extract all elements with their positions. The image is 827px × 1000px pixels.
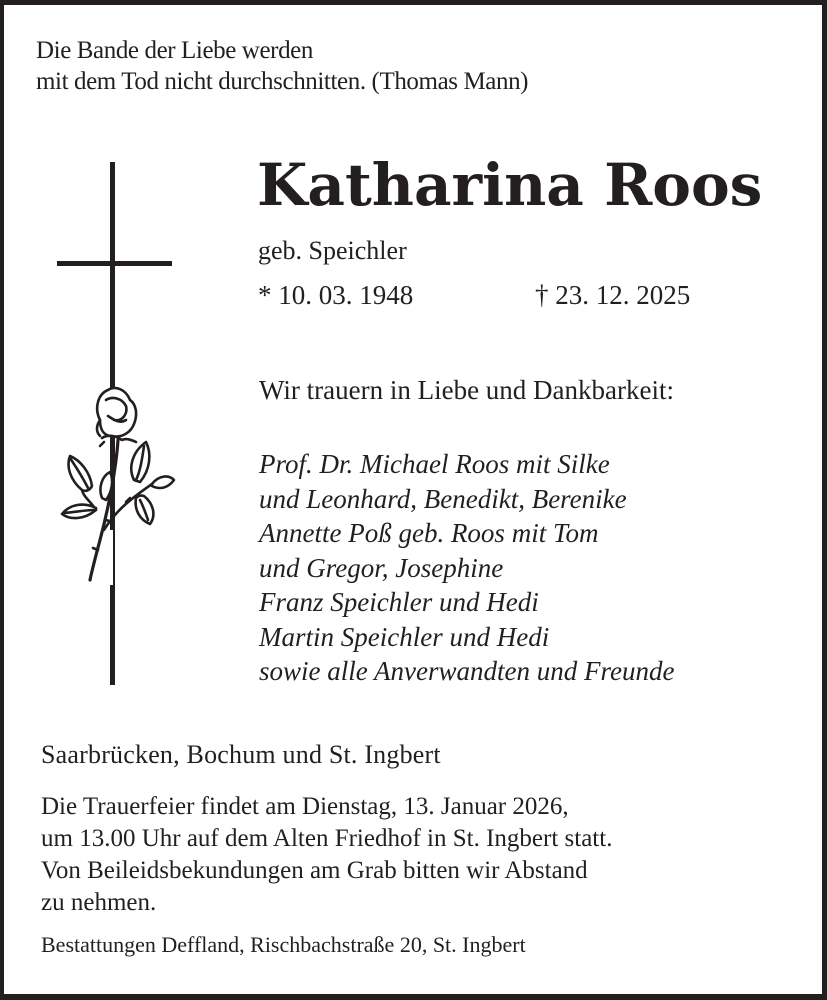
family-line: und Gregor, Josephine bbox=[259, 552, 504, 583]
epigraph-quote bbox=[36, 35, 528, 97]
cross-bar bbox=[57, 261, 172, 266]
undertaker-info: Bestattungen Deffland, Rischbachstraße 20, St. Ingbert bbox=[41, 932, 526, 957]
birth-date: * 10. 03. 1948 bbox=[258, 280, 414, 310]
quote-line: mit dem Tod nicht durchschnitten. (Thomas Mann) bbox=[36, 68, 529, 95]
family-line: Franz Speichler und Hedi bbox=[259, 587, 539, 617]
death-date: † 23. 12. 2025 bbox=[535, 280, 691, 310]
family-list bbox=[259, 447, 674, 689]
ceremony-line: zu nehmen. bbox=[41, 889, 157, 916]
ceremony-info bbox=[41, 791, 612, 919]
family-line: sowie alle Anverwandten und Freunde bbox=[259, 656, 675, 686]
ceremony-line: um 13.00 Uhr auf dem Alten Friedhof in St. Ingbert statt. bbox=[41, 825, 613, 852]
rose-icon bbox=[56, 380, 181, 585]
obituary-notice bbox=[4, 5, 822, 994]
family-line: Annette Poß geb. Roos mit Tom bbox=[259, 518, 599, 548]
quote-line: Die Bande der Liebe werden bbox=[36, 37, 313, 64]
mourning-statement: Wir trauern in Liebe und Dankbarkeit: bbox=[259, 375, 675, 405]
family-line: Prof. Dr. Michael Roos mit Silke bbox=[259, 449, 610, 479]
ceremony-line: Die Trauerfeier findet am Dienstag, 13. Januar 2026, bbox=[41, 793, 569, 820]
places-line: Saarbrücken, Bochum und St. Ingbert bbox=[41, 740, 441, 769]
family-line: und Leonhard, Benedikt, Berenike bbox=[259, 483, 627, 514]
maiden-name: geb. Speichler bbox=[258, 236, 407, 265]
family-line: Martin Speichler und Hedi bbox=[259, 621, 550, 652]
deceased-name: Katharina Roos bbox=[257, 151, 763, 219]
ceremony-line: Von Beileidsbekundungen am Grab bitten wir Abstand bbox=[41, 857, 588, 884]
